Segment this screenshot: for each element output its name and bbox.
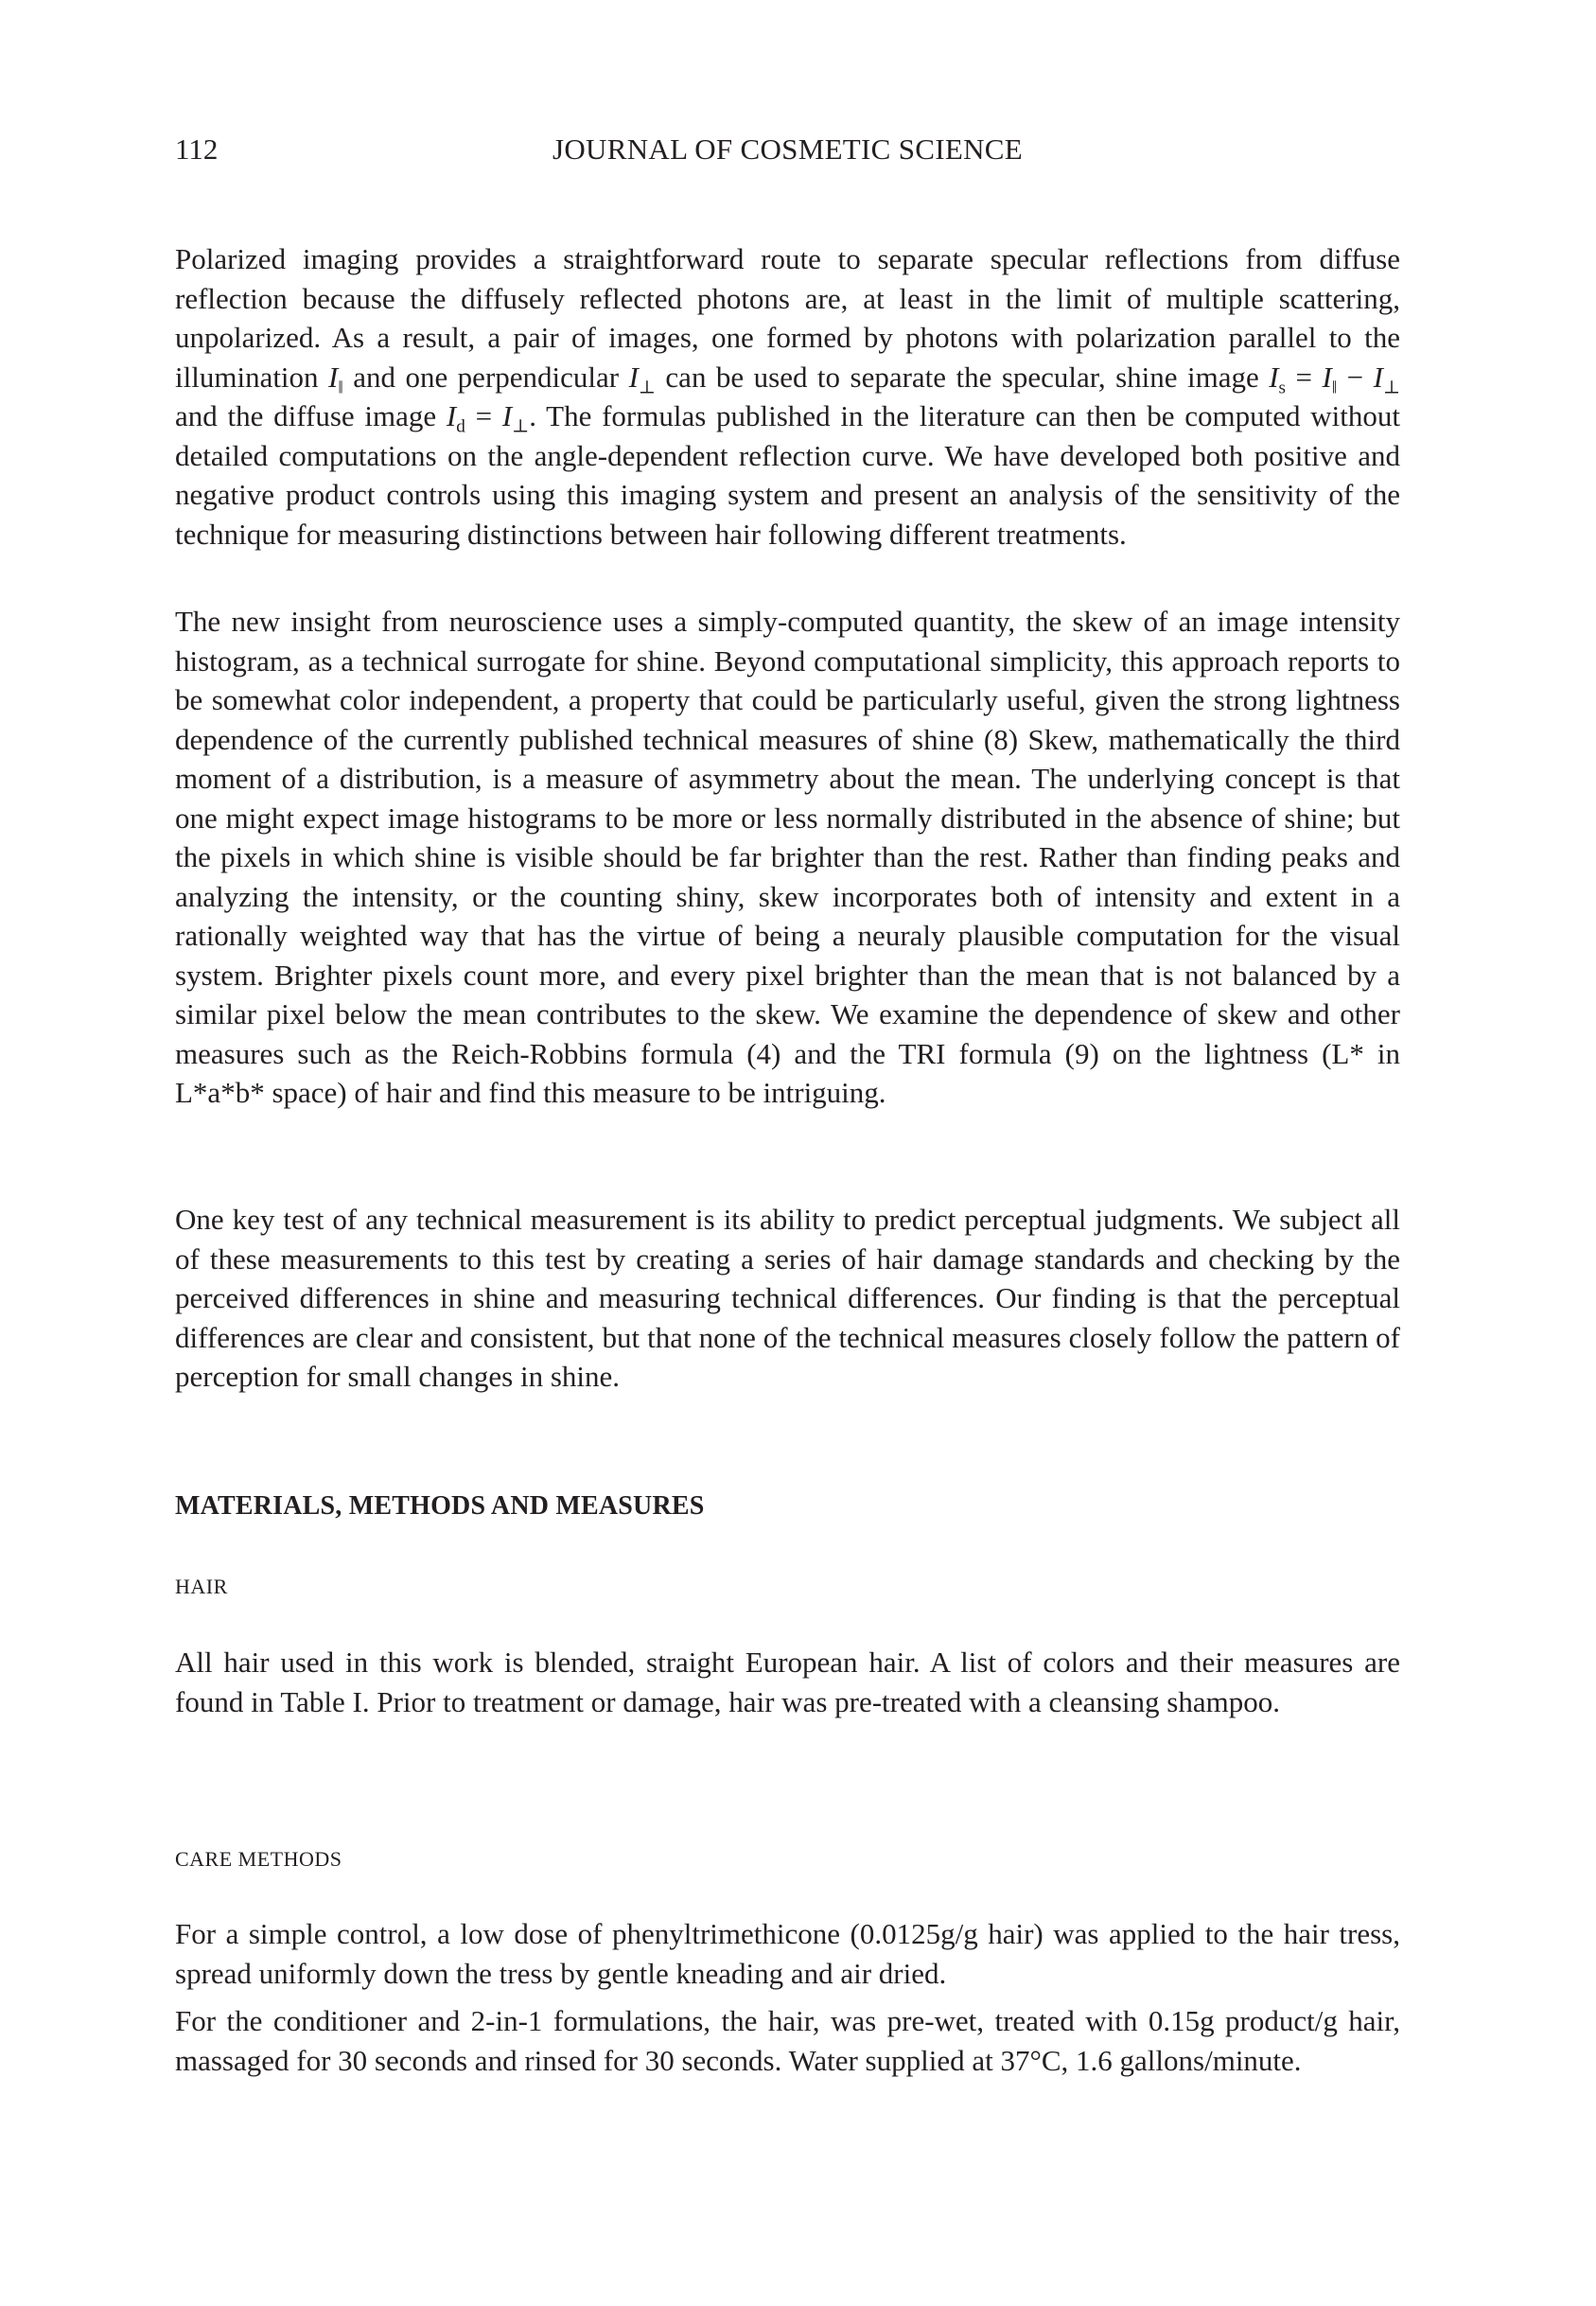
hair-paragraph — [175, 1643, 1400, 1721]
journal-title: JOURNAL OF COSMETIC SCIENCE — [552, 132, 1023, 166]
text-run: Polarized imaging provides a straightforward route to separate specular reflections from diffuse reflection because the diffusely reflected photons are, at least in the limit of multiple scattering, unpolarized. As a result, a pair of images, one formed by photons with polarization parallel to the illumination — [175, 242, 1400, 394]
math-subscript-perp: ⊥ — [512, 416, 530, 437]
text-run: and one perpendicular — [342, 360, 629, 394]
math-symbol-I: I — [501, 399, 513, 432]
math-subscript-parallel: ‖ — [1331, 378, 1338, 398]
intro-paragraph-1 — [175, 239, 1400, 554]
math-subscript-d: d — [456, 416, 465, 437]
math-symbol-I: I — [1322, 360, 1332, 394]
math-equals: = — [1286, 360, 1323, 394]
care-methods-paragraph-1 — [175, 1914, 1400, 1993]
section-heading: MATERIALS, METHODS AND MEASURES — [175, 1491, 705, 1521]
text-run: . The formulas published in the literature can then be computed without detailed computations on the angle-dependent reflection curve. We have developed both positive and negative product controls using this imaging system and present an analysis of the sensitivity of the technique for measuring distinctions between hair following different treatments. — [175, 399, 1401, 551]
paragraph-text: For a simple control, a low dose of phenyltrimethicone (0.0125g/g hair) was applied to the hair tress, spread uniformly down the tress by gentle kneading and air dried. — [175, 1917, 1400, 1990]
intro-paragraph-3 — [175, 1200, 1400, 1397]
math-subscript-s: s — [1278, 378, 1287, 398]
math-symbol-I: I — [628, 360, 639, 394]
paragraph-text: For the conditioner and 2-in-1 formulations, the hair, was pre-wet, treated with 0.15g product/g hair, massaged for 30 seconds and rinsed for 30 seconds. Water supplied at 37°C, 1.6 gallons/minute. — [175, 2004, 1400, 2077]
math-symbol-I: I — [1269, 360, 1279, 394]
care-methods-paragraph-2 — [175, 2001, 1400, 2080]
math-symbol-I: I — [1373, 360, 1383, 394]
math-subscript-perp: ⊥ — [1382, 378, 1400, 398]
math-symbol-I: I — [446, 399, 457, 432]
text-run: and the diffuse image — [175, 399, 447, 432]
subsection-heading-hair: HAIR — [175, 1575, 228, 1598]
intro-paragraph-2 — [175, 602, 1400, 1113]
running-head — [175, 132, 1400, 174]
math-subscript-parallel: ‖ — [338, 378, 343, 398]
subsection-heading-care-methods: CARE METHODS — [175, 1847, 342, 1871]
paragraph-text: One key test of any technical measurement is its ability to predict perceptual judgments. We subject all of these measurements to this test by creating a series of hair damage standards and checking by the perceived differences in shine and measuring technical differences. Our finding is that the perceptual differences are clear and consistent, but that none of the technical measures closely follow the pattern of perception for small changes in shine. — [175, 1203, 1400, 1393]
math-minus: − — [1337, 360, 1374, 394]
math-equals: = — [465, 399, 502, 432]
page-number: 112 — [175, 132, 219, 166]
math-symbol-I: I — [328, 360, 339, 394]
math-subscript-perp: ⊥ — [638, 378, 656, 398]
paragraph-text: The new insight from neuroscience uses a simply-computed quantity, the skew of an image intensity histogram, as a technical surrogate for shine. Beyond computational simplicity, this approach reports to be somewhat color independent, a property that could be particularly useful, given the strong lightness dependence of the currently published technical measures of shine (8) Skew, mathematically the third moment of a distribution, is a measure of asymmetry about the mean. The underlying concept is that one might expect image histograms to be more or less normally distributed in the absence of shine; but the pixels in which shine is visible should be far brighter than the rest. Rather than finding peaks and analyzing the intensity, or the counting shiny, skew incorporates both of intensity and extent in a rationally weighted way that has the virtue of being a neuraly plausible computation for the visual system. Brighter pixels count more, and every pixel brighter than the mean that is not balanced by a similar pixel below the mean contributes to the skew. We examine the dependence of skew and other measures such as the Reich-Robbins formula (4) and the TRI formula (9) on the lightness (L* in L*a*b* space) of hair and find this measure to be intriguing. — [175, 605, 1400, 1109]
text-run: can be used to separate the specular, shine image — [655, 360, 1270, 394]
paragraph-text: All hair used in this work is blended, straight European hair. A list of colors and their measures are found in Table I. Prior to treatment or damage, hair was pre-treated with a cleansing shampoo. — [175, 1646, 1400, 1718]
